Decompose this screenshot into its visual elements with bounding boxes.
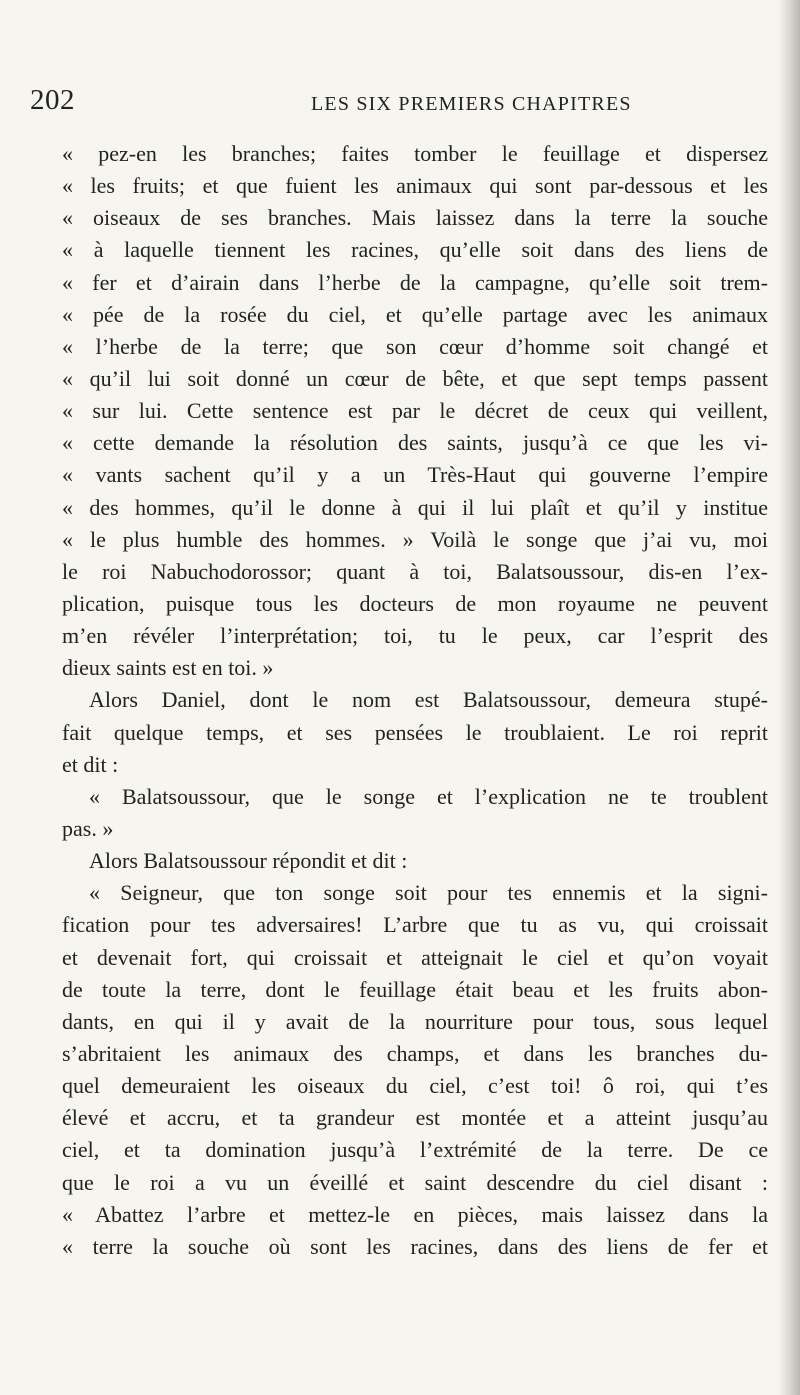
text-line: « qu’il lui soit donné un cœur de bête, et que sept temps passent <box>62 365 768 391</box>
text-line: que le roi a vu un éveillé et saint descendre du ciel disant : <box>62 1169 768 1195</box>
text-line: Alors Balatsoussour répondit et dit : <box>89 848 408 874</box>
text-line: « terre la souche où sont les racines, dans des liens de fer et <box>62 1233 768 1259</box>
page-edge-shadow <box>778 0 800 1395</box>
text-line: « sur lui. Cette sentence est par le décret de ceux qui veillent, <box>62 398 768 424</box>
text-line: et dit : <box>62 751 119 777</box>
text-line: « Balatsoussour, que le songe et l’explication ne te troublent <box>89 783 768 809</box>
text-line: dants, en qui il y avait de la nourriture pour tous, sous lequel <box>62 1008 768 1034</box>
text-line: m’en révéler l’interprétation; toi, tu le peux, car l’esprit des <box>62 623 768 649</box>
text-line: « l’herbe de la terre; que son cœur d’homme soit changé et <box>62 333 768 359</box>
text-line: le roi Nabuchodorossor; quant à toi, Balatsoussour, dis-en l’ex- <box>62 558 768 584</box>
text-line: « pée de la rosée du ciel, et qu’elle partage avec les animaux <box>62 301 768 327</box>
page-number: 202 <box>30 84 75 116</box>
text-line: « le plus humble des hommes. » Voilà le songe que j’ai vu, moi <box>62 526 768 552</box>
text-line: fication pour tes adversaires! L’arbre que tu as vu, qui croissait <box>62 912 768 938</box>
text-line: ciel, et ta domination jusqu’à l’extrémité de la terre. De ce <box>62 1137 768 1163</box>
text-line: quel demeuraient les oiseaux du ciel, c’est toi! ô roi, qui t’es <box>62 1073 768 1099</box>
text-line: plication, puisque tous les docteurs de mon royaume ne peuvent <box>62 590 768 616</box>
running-head: LES SIX PREMIERS CHAPITRES <box>311 93 632 115</box>
text-line: « pez-en les branches; faites tomber le feuillage et dispersez <box>62 141 768 166</box>
text-line: dieux saints est en toi. » <box>62 655 274 681</box>
text-line: « des hommes, qu’il le donne à qui il lui plaît et qu’il y institue <box>62 494 768 520</box>
text-line: élevé et accru, et ta grandeur est montée et a atteint jusqu’au <box>62 1105 768 1131</box>
text-line: s’abritaient les animaux des champs, et dans les branches du- <box>62 1040 768 1066</box>
text-line: fait quelque temps, et ses pensées le troublaient. Le roi reprit <box>62 719 768 745</box>
text-line: « Seigneur, que ton songe soit pour tes ennemis et la signi- <box>89 880 768 906</box>
text-line: « vants sachent qu’il y a un Très-Haut qui gouverne l’empire <box>62 462 768 488</box>
text-line: pas. » <box>62 815 114 841</box>
text-line: Alors Daniel, dont le nom est Balatsoussour, demeura stupé- <box>89 687 768 713</box>
body-text <box>62 138 768 1263</box>
text-line: « à laquelle tiennent les racines, qu’elle soit dans des liens de <box>62 237 768 263</box>
text-line: « les fruits; et que fuient les animaux qui sont par-dessous et les <box>62 173 768 199</box>
text-line: de toute la terre, dont le feuillage était beau et les fruits abon- <box>62 976 768 1002</box>
page-header <box>0 84 800 124</box>
text-line: « oiseaux de ses branches. Mais laissez dans la terre la souche <box>62 205 768 231</box>
text-line: « cette demande la résolution des saints, jusqu’à ce que les vi- <box>62 430 768 456</box>
text-line: « fer et d’airain dans l’herbe de la campagne, qu’elle soit trem- <box>62 269 768 295</box>
text-line: « Abattez l’arbre et mettez-le en pièces, mais laissez dans la <box>62 1201 768 1227</box>
text-line: et devenait fort, qui croissait et atteignait le ciel et qu’on voyait <box>62 944 768 970</box>
